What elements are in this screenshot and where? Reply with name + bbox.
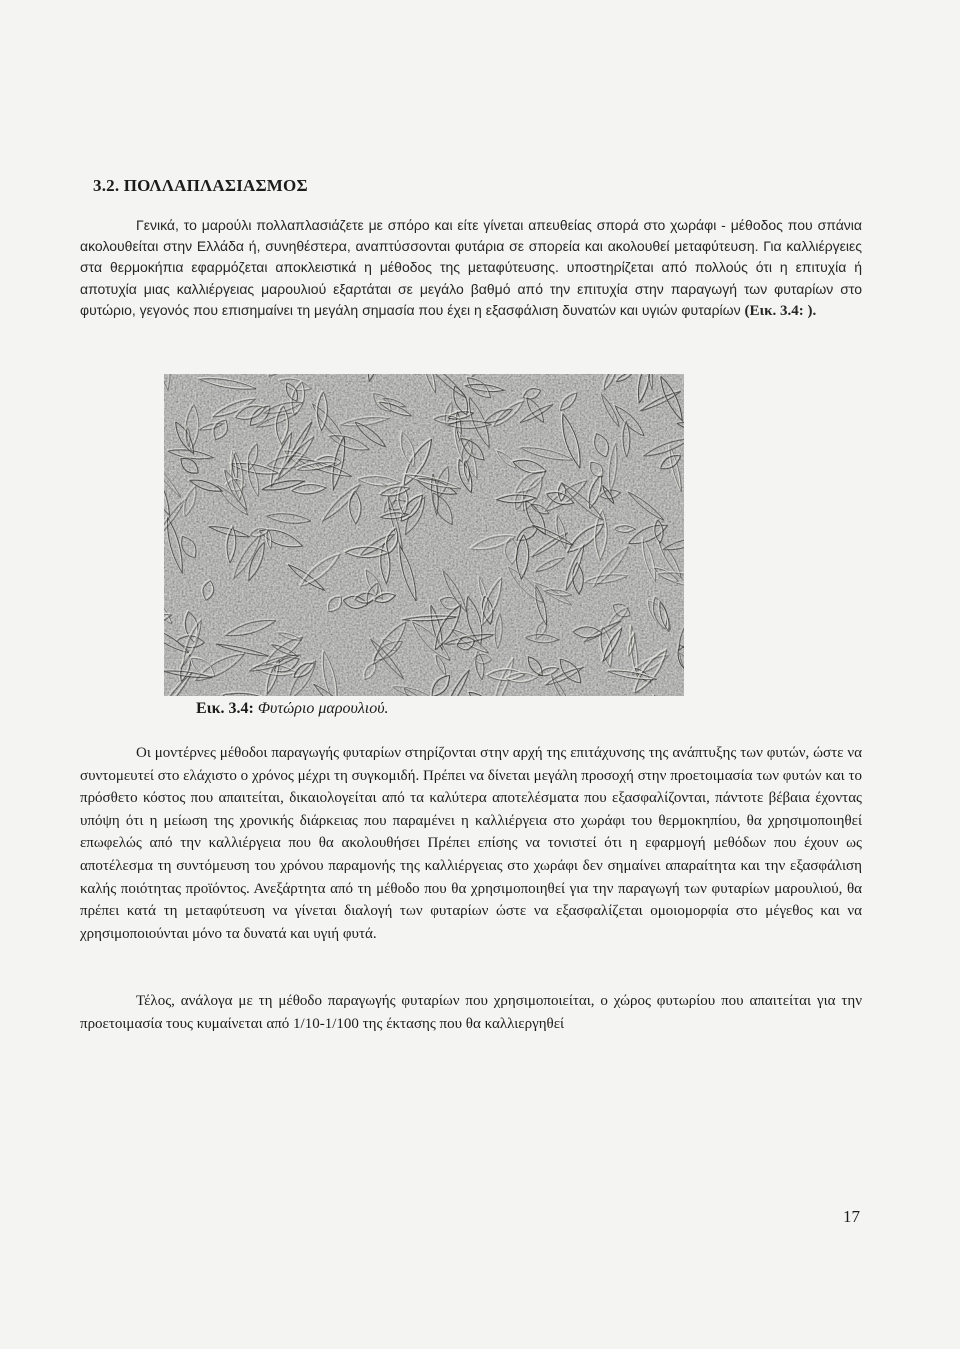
lettuce-nursery-photo: [164, 374, 684, 696]
paragraph-intro-text: Γενικά, το μαρούλι πολλαπλασιάζετε με σπόρο και είτε γίνεται απευθείας σπορά στο χωράφι - μέθοδος που σπάνια ακολουθείται στην Ελλάδα ή, συνηθέστερα, αναπτύσσονται φυτάρια σε σπορεία και ακολουθεί μεταφύτευση. Για καλλιέργειες στα θερμοκήπια εφαρμόζεται αποκλειστικά η μέθοδος της μεταφύτευσης. υποστηρίζεται από πολλούς ότι η επιτυχία ή αποτυχία μιας καλλιέργειας μαρουλιού εξαρτάται σε μεγάλο βαθμό από την επιτυχία στην παραγωγή των φυταρίων στο φυτώριο, γεγονός που επισημαίνει τη μεγάλη σημασία που έχει η εξασφάλιση δυνατών και υγιών φυταρίων: [80, 217, 862, 318]
figure-title: Φυτώριο μαρουλιού.: [257, 700, 389, 717]
paragraph-methods: Οι μοντέρνες μέθοδοι παραγωγής φυταρίων στηρίζονται στην αρχή της επιτάχυνσης της ανάπτυξης των φυτών, ώστε να συντομευτεί στο ελάχιστο ο χρόνος μέχρι τη συγκομιδή. Πρέπει να δίνεται μεγάλη προσοχή στην προετοιμασία των φυτών και το πρόσθετο κόστος που απαιτείται, δικαιολογείται από τα καλύτερα αποτελέσματα που εξασφαλίζονται, πάντοτε βέβαια έχοντας υπόψη ότι η μείωση της χρονικής διάρκειας που παραμένει η καλλιέργεια στο χωράφι του θερμοκηπίου, θα χρησιμοποιηθεί επωφελώς από την καλλιέργεια που θα ακολουθήσει Πρέπει επίσης να τονιστεί ότι η εφαρμογή μεθόδων που έχουν ως αποτέλεσμα τη συντόμευση του χρόνου παραμονής της καλλιέργειας στο χωράφι δεν σημαίνει απαραίτητα και την εξασφάλιση καλής ποιότητας προϊόντος. Ανεξάρτητα από τη μέθοδο που θα χρησιμοποιηθεί για την παραγωγή των φυταρίων μαρουλιού, θα πρέπει κατά τη μεταφύτευση να γίνεται διαλογή των φυταρίων ώστε να εξασφαλίζεται ομοιομορφία στο μέγεθος και να χρησιμοποιούνται μόνο τα δυνατά και υγιή φυτά.: [80, 745, 862, 942]
figure-number: Εικ. 3.4:: [196, 700, 254, 717]
figure-reference: (Εικ. 3.4: ).: [744, 302, 817, 319]
figure-caption: [196, 700, 389, 718]
section-heading: 3.2. ΠΟΛΛΑΠΛΑΣΙΑΣΜΟΣ: [93, 176, 308, 195]
paragraph-intro: [80, 215, 862, 322]
paragraph-nursery-area: Τέλος, ανάλογα με τη μέθοδο παραγωγής φυταρίων που χρησιμοποιείται, ο χώρος φυτωρίου που απαιτείται για την προετοιμασία τους κυμαίνεται από 1/10-1/100 της έκτασης που θα καλλιεργηθεί: [80, 993, 862, 1032]
page-number: 17: [843, 1207, 860, 1226]
